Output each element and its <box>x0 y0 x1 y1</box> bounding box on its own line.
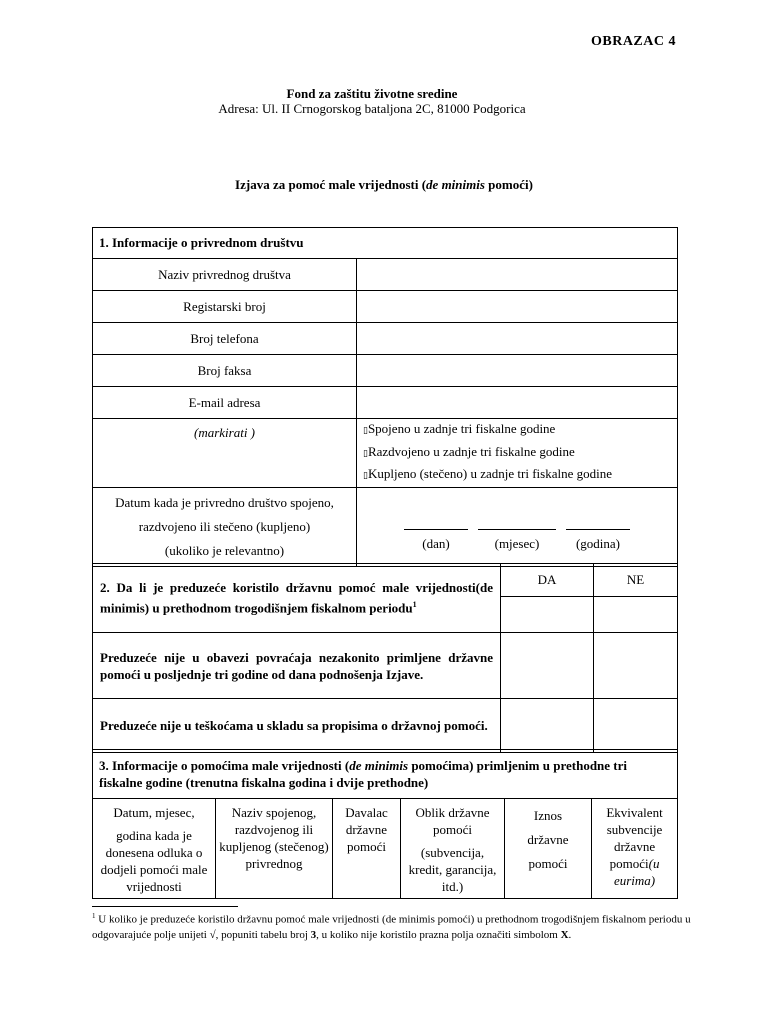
date-fields <box>357 487 678 566</box>
section3-heading: 3. Informacije o pomoćima male vrijednosti (de minimis pomoćima) primljenim u prethodne tri fiskalne godine (trenutna fiskalna godina i dvije prethodne) <box>93 750 678 799</box>
phone-label: Broj telefona <box>93 323 357 355</box>
question-no-difficulty: Preduzeće nije u teškoćama u skladu sa propisima o državnoj pomoći. <box>93 699 501 753</box>
company-info-table <box>92 227 678 567</box>
mark-label: (markirati ) <box>93 419 357 488</box>
form-code: OBRAZAC 4 <box>590 34 676 49</box>
document-title: Izjava za pomoć male vrijednosti (de minimis pomoći) <box>235 177 533 192</box>
no-repayment-yes-cell[interactable] <box>501 633 594 699</box>
org-name: Fond za zaštitu životne sredine <box>286 86 458 101</box>
company-name-label: Naziv privrednog društva <box>93 259 357 291</box>
column-header-equivalent: Ekvivalent subvencije državne pomoći(u eurima) <box>592 799 678 899</box>
column-header-company: Naziv spojenog, razdvojenog ili kupljenog (stečenog) privrednog <box>216 799 333 899</box>
state-aid-questions-table <box>92 563 678 753</box>
question-no-repayment: Preduzeće nije u obavezi povraćaja nezakonito primljene državne pomoći u posljednje tri godine od dana podnošenja Izjave. <box>93 633 501 699</box>
table-row <box>93 699 678 753</box>
phone-field[interactable] <box>357 323 678 355</box>
column-header-grantor: Davalac državne pomoći <box>333 799 401 899</box>
table-row <box>93 487 678 566</box>
column-header-date: Datum, mjesec, godina kada je donesena odluka o dodjeli pomoći male vrijednosti <box>93 799 216 899</box>
date-label: Datum kada je privredno društvo spojeno, razdvojeno ili stečeno (kupljeno) (ukoliko je relevantno) <box>93 487 357 566</box>
status-options <box>357 419 678 488</box>
no-header: NE <box>594 564 678 597</box>
table-row <box>93 564 678 597</box>
table-row <box>93 323 678 355</box>
column-header-amount: Iznos državne pomoći <box>505 799 592 899</box>
table-row <box>93 750 678 799</box>
no-repayment-no-cell[interactable] <box>594 633 678 699</box>
company-name-field[interactable] <box>357 259 678 291</box>
fax-label: Broj faksa <box>93 355 357 387</box>
option-split[interactable]: ▯Razdvojeno u zadnje tri fiskalne godine <box>363 443 575 459</box>
email-label: E-mail adresa <box>93 387 357 419</box>
table-row <box>93 291 678 323</box>
table-row <box>93 355 678 387</box>
option-merged[interactable]: ▯Spojeno u zadnje tri fiskalne godine <box>363 421 556 436</box>
footnote-divider <box>92 906 238 907</box>
year-field[interactable]: (godina) <box>566 520 630 552</box>
column-header-aid-form: Oblik državne pomoći (subvencija, kredit, garancija, itd.) <box>401 799 505 899</box>
table-row <box>93 259 678 291</box>
checkbox-icon: ▯ <box>363 426 368 436</box>
table-row <box>93 633 678 699</box>
no-difficulty-no-cell[interactable] <box>594 699 678 753</box>
prior-aid-yes-cell[interactable] <box>501 597 594 633</box>
fax-field[interactable] <box>357 355 678 387</box>
table-row <box>93 387 678 419</box>
question-prior-aid: 2. Da li je preduzeće koristilo državnu pomoć male vrijednosti(de minimis) u prethodnom trogodišnjem fiskalnom periodu$^1$ <box>93 564 501 633</box>
yes-header: DA <box>501 564 594 597</box>
table-row <box>93 799 678 899</box>
day-field[interactable]: (dan) <box>404 520 468 552</box>
prior-aid-no-cell[interactable] <box>594 597 678 633</box>
footnote: $^1$ U koliko je preduzeće koristilo državnu pomoć male vrijednosti (de minimis pomoći) u prethodnom trogodišnjem fiskalnom periodu u odgovarajuće polje unijeti √, popuniti tabelu broj 3, u koliko nije koristilo prazna polja označiti simbolom X. <box>92 912 691 941</box>
checkbox-icon: ▯ <box>363 448 368 459</box>
email-field[interactable] <box>357 387 678 419</box>
table-row <box>93 419 678 488</box>
de-minimis-aid-table <box>92 749 678 899</box>
org-address: Adresa: Ul. II Crnogorskog bataljona 2C, 81000 Podgorica <box>218 101 526 116</box>
registration-number-field[interactable] <box>357 291 678 323</box>
no-difficulty-yes-cell[interactable] <box>501 699 594 753</box>
section1-heading: 1. Informacije o privrednom društvu <box>93 228 678 259</box>
month-field[interactable]: (mjesec) <box>478 520 556 552</box>
checkbox-icon: ▯ <box>363 471 368 481</box>
option-acquired[interactable]: ▯Kupljeno (stečeno) u zadnje tri fiskalne godine <box>363 466 612 481</box>
registration-number-label: Registarski broj <box>93 291 357 323</box>
